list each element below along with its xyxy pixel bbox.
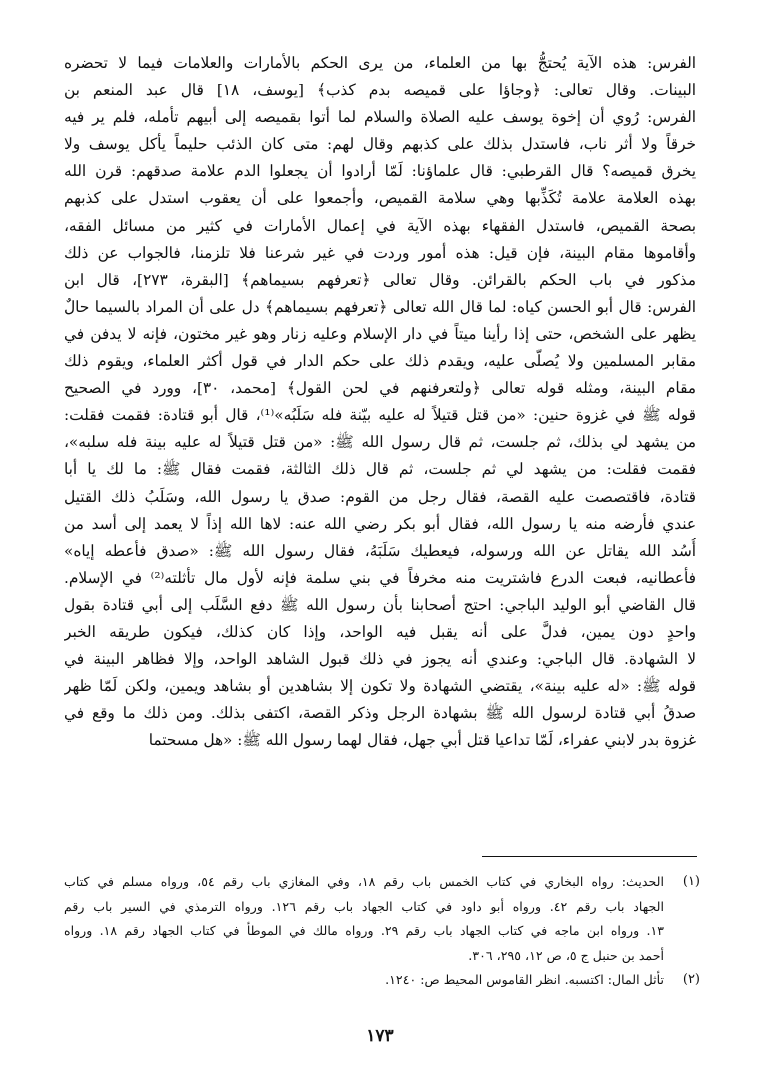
body-line: عندي فأرضه منه يا رسول الله، فقال أبو بكر رضي الله عنه: لاها الله إذاً لا يعمد إلى أسد من <box>64 514 696 533</box>
body-line: وأقاموها مقام البينة، فإن قيل: هذه أمور وردت في غير شرعنا فلا تلزمنا، فالجواب عن ذلك <box>64 243 696 262</box>
body-line: أُسُد الله يقاتل عن الله ورسوله، فيعطيك سَلَبَهُ، فقال رسول الله ﷺ: «صدق فأعطه إياه» <box>64 541 696 560</box>
body-line: من يشهد لي بذلك، ثم جلست، ثم قال رسول الله ﷺ: «من قتل قتيلاً له عليه بينة فله سلبه»، <box>64 433 696 452</box>
body-line: فقمت فقلت: من يشهد لي ثم جلست، ثم قال ذلك الثالثة، فقمت فقال ﷺ: ما لك يا أبا <box>64 460 696 479</box>
body-text <box>64 50 696 754</box>
body-line: مذكور في باب الحكم بالقرائن. وقال تعالى ﴿تعرفهم بسيماهم﴾ [البقرة، ٢٧٣]، قال ابن <box>64 270 696 289</box>
footnote-text <box>64 870 664 968</box>
footnote-separator <box>482 856 697 857</box>
body-line: قوله ﷺ: «له عليه بينة»، يقتضي الشهادة ولا تكون إلا بشاهدين أو بشاهد ويمين، ولكن لَمّا ظهر <box>64 677 696 696</box>
page-number: ١٧٣ <box>366 1026 394 1046</box>
body-line: فأعطانيه، فبعت الدرع فاشتريت منه مخرفاً في بني سلمة فإنه لأول مال تأثلته⁽²⁾ في الإسلام. <box>64 568 696 587</box>
body-line: خرقاً ولا أثر ناب، فاستدل بذلك على كذبهم وقال لهم: متى كان الذئب حليماً يأكل يوسف ولا <box>64 135 696 154</box>
body-line: قال القاضي أبو الوليد الباجي: احتج أصحابنا بأن رسول الله ﷺ دفع السَّلَب إلى أبي قتادة بقول <box>64 595 696 614</box>
body-line: بصحة القميص، فاستدل الفقهاء بهذه الآية في إعمال الأمارات في كثير من مسائل الفقه، <box>64 216 696 235</box>
body-line: الفرس: هذه الآية يُحتجُّ بها من العلماء، من يرى الحكم بالأمارات والعلامات فيما لا تحضره <box>64 54 696 72</box>
footnote-line: الجهاد باب رقم ٤٢. ورواه أبو داود في كتاب الجهاد باب رقم ١٢٦. ورواه الترمذي في السير باب رقم <box>64 898 664 914</box>
body-line: الفرس: قال أبو الحسن كياه: لما قال الله تعالى ﴿تعرفهم بسيماهم﴾ دل على أن المراد بالسيما حالٌ <box>64 297 696 316</box>
footnote-number: (١) <box>682 874 700 889</box>
body-line: صدقُ أبي قتادة لرسول الله ﷺ بشهادة الرجل وذكر القصة، اكتفى بذلك. ومن ذلك ما وقع في <box>64 704 696 723</box>
footnote-line: الحديث: رواه البخاري في كتاب الخمس باب رقم ١٨، وفي المغازي باب رقم ٥٤، ورواه مسلم في كتاب <box>64 874 664 889</box>
body-line: مقابر المسلمين ولا يُصلّى عليه، ويقدم ذلك على حكم الدار في قول أكثر العلماء، ويقوم ذلك <box>64 352 696 371</box>
body-line: لا الشهادة. قال الباجي: وعندي أنه يجوز في ذلك قبول الشاهد الواحد، وإلا فظاهر البينة في <box>64 650 696 669</box>
body-line: يخرق قميصه؟ قال القرطبي: قال علماؤنا: لَمّا أرادوا أن يجعلوا الدم علامة صدقهم: قرن الله <box>64 162 696 181</box>
footnote-number: (٢) <box>682 972 700 987</box>
body-line: البينات. وقال تعالى: ﴿وجاؤا على قميصه بدم كذب﴾ [يوسف، ١٨] قال عبد المنعم بن <box>64 81 696 100</box>
footnote-1 <box>64 870 700 968</box>
body-line: مقام البينة، ومثله قوله تعالى ﴿ولتعرفنهم في لحن القول﴾ [محمد، ٣٠]، وورد في الصحيح <box>64 379 696 398</box>
body-line: قتادة، فاقتصصت عليه القصة، فقال رجل من القوم: صدق يا رسول الله، وسَلَبُ ذلك القتيل <box>64 487 696 506</box>
footnote-2 <box>64 968 700 993</box>
footnotes <box>64 870 700 993</box>
footnote-text <box>64 968 664 993</box>
footnote-line: تأثل المال: اكتسبه. انظر القاموس المحيط ص: ١٢٤٠. <box>385 972 664 987</box>
body-line: غزوة بدر لابني عفراء، لَمّا تداعيا قتل أبي جهل، فقال لهما رسول الله ﷺ: «هل مسحتما <box>148 731 696 750</box>
footnote-line: أحمد بن حنبل ج ٥، ص ١٢، ٢٩٥، ٣٠٦. <box>468 947 664 963</box>
footnote-line: ١٣. ورواه ابن ماجه في كتاب الجهاد باب رقم ٢٩. ورواه مالك في الموطأ في كتاب الجهاد رقم ١٨. ورواه <box>64 923 664 938</box>
body-line: قوله ﷺ في غزوة حنين: «من قتل قتيلاً له عليه بيّنة فله سَلَبُه»⁽¹⁾، قال أبو قتادة: فقمت فقلت: <box>64 406 696 425</box>
body-line: الفرس: رُوي أن إخوة يوسف عليه الصلاة والسلام لما أتوا بقميصه إلى أبيهم تأمله، فلم ير فيه <box>64 108 696 127</box>
body-line: بهذه العلامة علامة تُكَذِّبها وهي سلامة القميص، وأجمعوا على أن يعقوب استدل على كذبهم <box>64 189 696 208</box>
body-line: يظهر على الشخص، حتى إذا رأينا ميتاً في دار الإسلام وعليه زنار وهو غير مختون، فإنه لا يدفن في <box>64 324 696 343</box>
body-line: واحدٍ دون يمين، فدلَّ على أنه يقبل فيه الواحد، وإذا كان كذلك، فيكون طريقه الخبر <box>64 622 696 641</box>
